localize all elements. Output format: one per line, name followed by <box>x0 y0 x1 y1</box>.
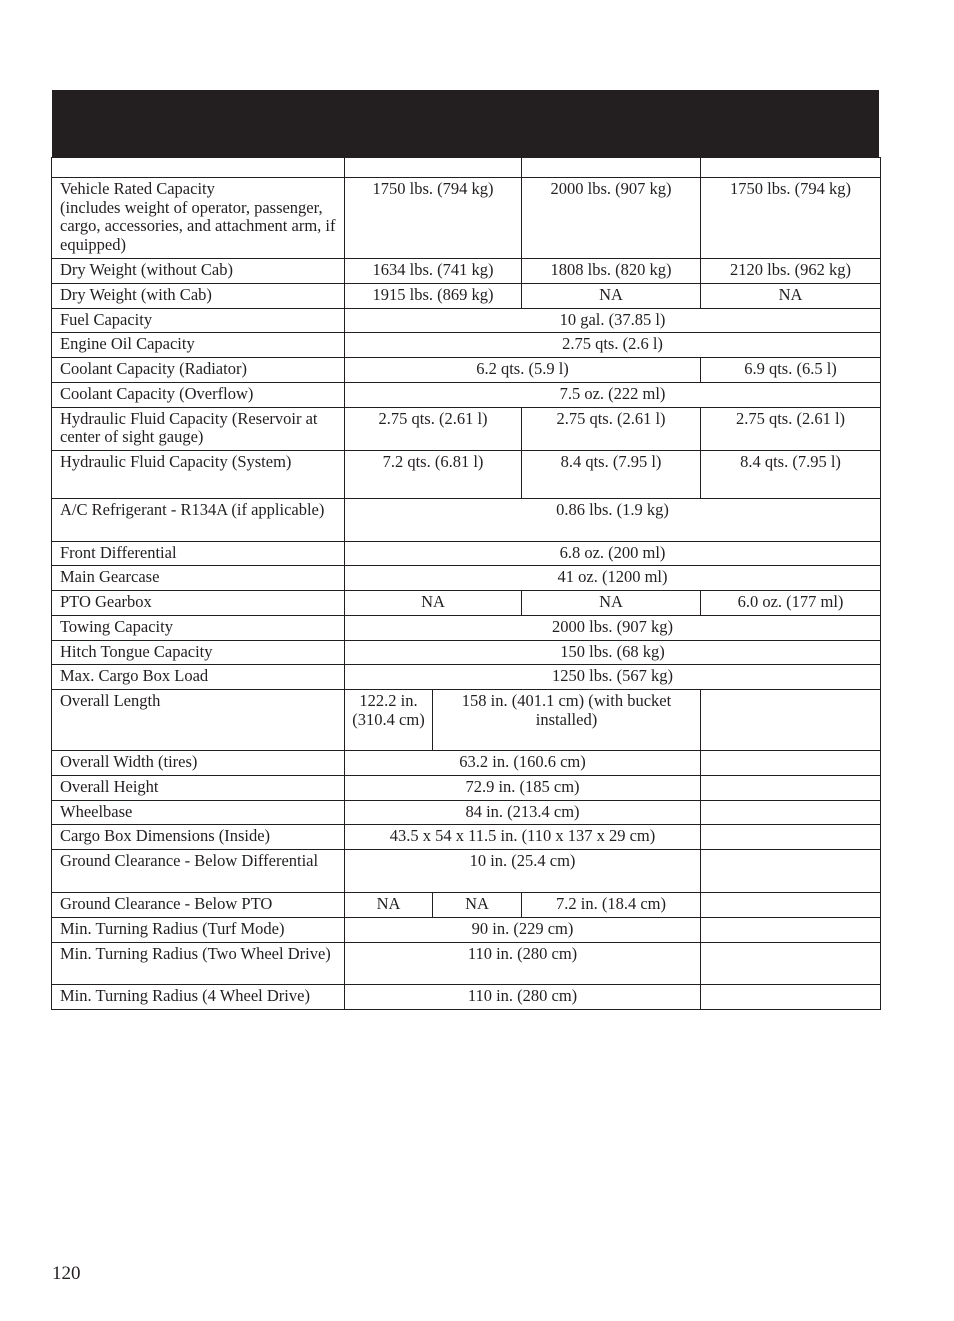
row-value: 6.0 oz. (177 ml) <box>701 591 881 616</box>
table-header-row <box>52 158 881 178</box>
row-label: Min. Turning Radius (4 Wheel Drive) <box>52 984 345 1009</box>
row-value: 72.9 in. (185 cm) <box>345 775 701 800</box>
row-value <box>701 751 881 776</box>
row-value: 8.4 qts. (7.95 l) <box>522 450 701 498</box>
header-cell-label <box>52 158 345 178</box>
row-value: 1750 lbs. (794 kg) <box>345 178 522 259</box>
row-value <box>701 825 881 850</box>
table-row <box>52 751 881 776</box>
row-value: 41 oz. (1200 ml) <box>345 566 881 591</box>
row-value: 90 in. (229 cm) <box>345 917 701 942</box>
row-label: Overall Width (tires) <box>52 751 345 776</box>
row-value: 2.75 qts. (2.6 l) <box>345 333 881 358</box>
row-label: Dry Weight (without Cab) <box>52 259 345 284</box>
row-value: 0.86 lbs. (1.9 kg) <box>345 498 881 541</box>
row-value: NA <box>345 893 433 918</box>
table-row <box>52 407 881 450</box>
row-value: NA <box>522 591 701 616</box>
row-value: 2.75 qts. (2.61 l) <box>345 407 522 450</box>
table-row <box>52 498 881 541</box>
row-value: 10 in. (25.4 cm) <box>345 850 701 893</box>
row-value: 6.8 oz. (200 ml) <box>345 541 881 566</box>
row-value: 6.9 qts. (6.5 l) <box>701 358 881 383</box>
table-row <box>52 893 881 918</box>
table-row <box>52 942 881 984</box>
table-row <box>52 825 881 850</box>
table-row <box>52 984 881 1009</box>
table-row <box>52 178 881 259</box>
table-row <box>52 283 881 308</box>
table-row <box>52 850 881 893</box>
row-value: 7.5 oz. (222 ml) <box>345 382 881 407</box>
table-row <box>52 566 881 591</box>
row-value: 10 gal. (37.85 l) <box>345 308 881 333</box>
table-row <box>52 615 881 640</box>
table-row <box>52 541 881 566</box>
row-value <box>701 800 881 825</box>
row-label: Ground Clearance - Below Differential <box>52 850 345 893</box>
row-value: 63.2 in. (160.6 cm) <box>345 751 701 776</box>
table-row <box>52 640 881 665</box>
row-label: Min. Turning Radius (Two Wheel Drive) <box>52 942 345 984</box>
table-row <box>52 800 881 825</box>
row-value: 2000 lbs. (907 kg) <box>345 615 881 640</box>
row-value: 7.2 qts. (6.81 l) <box>345 450 522 498</box>
row-value: 150 lbs. (68 kg) <box>345 640 881 665</box>
table-header-bar <box>52 90 879 158</box>
row-label: Fuel Capacity <box>52 308 345 333</box>
row-label: Hydraulic Fluid Capacity (Reservoir at center of sight gauge) <box>52 407 345 450</box>
row-value: NA <box>345 591 522 616</box>
row-value <box>701 775 881 800</box>
row-value: 1250 lbs. (567 kg) <box>345 665 881 690</box>
row-label: Wheelbase <box>52 800 345 825</box>
row-label: Vehicle Rated Capacity (includes weight of operator, passenger, cargo, accessories, and attachment arm, if equipped) <box>52 178 345 259</box>
row-value <box>701 984 881 1009</box>
table-row <box>52 775 881 800</box>
table-row <box>52 259 881 284</box>
row-value <box>701 942 881 984</box>
table-row <box>52 450 881 498</box>
table-row <box>52 333 881 358</box>
row-value: 2.75 qts. (2.61 l) <box>522 407 701 450</box>
row-value: 158 in. (401.1 cm) (with bucket installed) <box>433 690 701 751</box>
row-value: 110 in. (280 cm) <box>345 942 701 984</box>
table-row <box>52 308 881 333</box>
row-value: NA <box>433 893 522 918</box>
row-value: NA <box>701 283 881 308</box>
table-row <box>52 917 881 942</box>
row-value <box>701 917 881 942</box>
row-value: 43.5 x 54 x 11.5 in. (110 x 137 x 29 cm) <box>345 825 701 850</box>
row-label: Max. Cargo Box Load <box>52 665 345 690</box>
row-value: 110 in. (280 cm) <box>345 984 701 1009</box>
row-label: Main Gearcase <box>52 566 345 591</box>
row-label: Dry Weight (with Cab) <box>52 283 345 308</box>
row-label: Min. Turning Radius (Turf Mode) <box>52 917 345 942</box>
row-value <box>701 690 881 751</box>
row-label: Engine Oil Capacity <box>52 333 345 358</box>
row-value <box>701 893 881 918</box>
table-row <box>52 690 881 751</box>
header-cell-model-3 <box>701 158 881 178</box>
header-cell-model-2 <box>522 158 701 178</box>
row-label: Front Differential <box>52 541 345 566</box>
row-label: Ground Clearance - Below PTO <box>52 893 345 918</box>
row-value: 1915 lbs. (869 kg) <box>345 283 522 308</box>
row-value: 2.75 qts. (2.61 l) <box>701 407 881 450</box>
table-row <box>52 382 881 407</box>
row-label: PTO Gearbox <box>52 591 345 616</box>
row-value: 1750 lbs. (794 kg) <box>701 178 881 259</box>
row-value: 8.4 qts. (7.95 l) <box>701 450 881 498</box>
row-value: 6.2 qts. (5.9 l) <box>345 358 701 383</box>
page-number: 120 <box>52 1263 81 1284</box>
row-label: Hitch Tongue Capacity <box>52 640 345 665</box>
row-value <box>701 850 881 893</box>
row-value: 7.2 in. (18.4 cm) <box>522 893 701 918</box>
row-label: Overall Length <box>52 690 345 751</box>
row-value: 2000 lbs. (907 kg) <box>522 178 701 259</box>
row-label: Cargo Box Dimensions (Inside) <box>52 825 345 850</box>
table-row <box>52 358 881 383</box>
row-label: Towing Capacity <box>52 615 345 640</box>
table-row <box>52 591 881 616</box>
row-value: 122.2 in. (310.4 cm) <box>345 690 433 751</box>
row-label: Overall Height <box>52 775 345 800</box>
row-value: 2120 lbs. (962 kg) <box>701 259 881 284</box>
row-label: Coolant Capacity (Overflow) <box>52 382 345 407</box>
row-value: 84 in. (213.4 cm) <box>345 800 701 825</box>
header-cell-model-1 <box>345 158 522 178</box>
row-label: Hydraulic Fluid Capacity (System) <box>52 450 345 498</box>
row-value: NA <box>522 283 701 308</box>
row-value: 1634 lbs. (741 kg) <box>345 259 522 284</box>
table-row <box>52 665 881 690</box>
row-label: Coolant Capacity (Radiator) <box>52 358 345 383</box>
row-label: A/C Refrigerant - R134A (if applicable) <box>52 498 345 541</box>
row-value: 1808 lbs. (820 kg) <box>522 259 701 284</box>
specifications-table <box>51 157 881 1010</box>
